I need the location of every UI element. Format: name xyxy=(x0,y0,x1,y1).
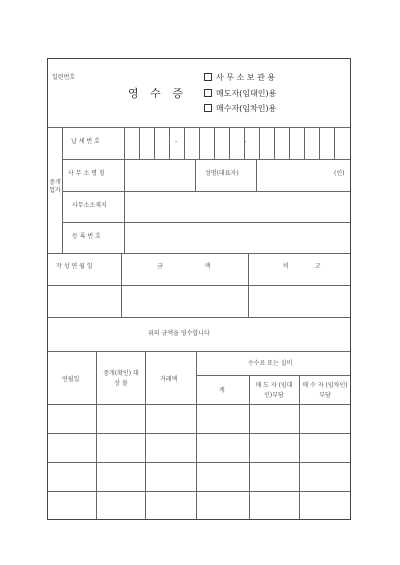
digit-divider xyxy=(274,127,275,159)
digit-divider xyxy=(259,127,260,159)
office-name-label: 사 무 소 명 칭 xyxy=(68,170,105,177)
office-address-label: 사무소소재지 xyxy=(72,202,107,209)
fee-buyer-header: 매 수 자 (임차인)부담 xyxy=(302,382,348,400)
digit-divider xyxy=(184,127,185,159)
option-seller-copy[interactable] xyxy=(204,89,276,98)
representative-name-label: 성명(대표자) xyxy=(205,170,239,177)
option-office-copy-label: 사 무 소 보 관 용 xyxy=(216,73,276,82)
receipt-form xyxy=(47,58,351,520)
digit-divider xyxy=(334,127,335,159)
table-row[interactable] xyxy=(48,404,350,433)
detail-target-header: 중개(확인) 대 상 물 xyxy=(103,370,139,387)
divider xyxy=(62,191,350,192)
divider xyxy=(256,159,257,191)
fee-seller-header: 매 도 자 (임대인)부담 xyxy=(255,382,293,400)
registration-number-label: 등 록 번 호 xyxy=(72,233,101,240)
tax-id-label: 납 세 번 호 xyxy=(71,138,100,145)
tax-id-dash-2: - xyxy=(244,138,247,145)
divider xyxy=(48,285,350,286)
broker-section-label: 중개업자 xyxy=(49,179,61,194)
table-row[interactable] xyxy=(48,433,350,462)
table-row[interactable] xyxy=(48,491,350,519)
divider xyxy=(62,222,350,223)
digit-divider xyxy=(304,127,305,159)
detail-date-header: 연월일 xyxy=(62,376,80,383)
option-buyer-copy[interactable] xyxy=(204,104,276,113)
detail-price-header: 거래액 xyxy=(160,376,178,383)
remarks-header: 비 고 xyxy=(283,263,321,270)
fee-group-header: 수수료 또는 실비 xyxy=(248,360,293,367)
divider xyxy=(48,317,350,318)
divider xyxy=(124,127,125,253)
divider xyxy=(62,159,350,160)
digit-divider xyxy=(229,127,230,159)
option-seller-copy-label: 매도자(임대인)용 xyxy=(216,89,277,98)
divider xyxy=(62,127,63,253)
digit-divider xyxy=(169,127,170,159)
serial-number-label: 일련번호 xyxy=(52,74,76,81)
digit-divider xyxy=(289,127,290,159)
table-row[interactable] xyxy=(48,462,350,491)
digit-divider xyxy=(139,127,140,159)
checkbox-icon[interactable] xyxy=(204,104,212,112)
form-title: 영 수 증 xyxy=(128,87,187,100)
option-buyer-copy-label: 매수자(임차인)용 xyxy=(216,104,277,113)
issue-date-header: 작 성 연 월 일 xyxy=(56,263,93,270)
option-office-copy[interactable] xyxy=(204,73,275,82)
receipt-statement: 위의 금액을 영수합니다 xyxy=(148,330,210,337)
seal-mark: (인) xyxy=(334,170,345,177)
digit-divider xyxy=(319,127,320,159)
fee-total-header: 계 xyxy=(219,387,225,394)
digit-divider xyxy=(154,127,155,159)
amount-header: 금 액 xyxy=(157,263,211,270)
digit-divider xyxy=(199,127,200,159)
checkbox-icon[interactable] xyxy=(204,73,212,81)
digit-divider xyxy=(214,127,215,159)
divider xyxy=(48,253,350,254)
checkbox-icon[interactable] xyxy=(204,89,212,97)
tax-id-dash-1: - xyxy=(175,138,178,145)
divider xyxy=(196,375,350,376)
divider xyxy=(195,159,196,191)
divider xyxy=(48,351,350,352)
